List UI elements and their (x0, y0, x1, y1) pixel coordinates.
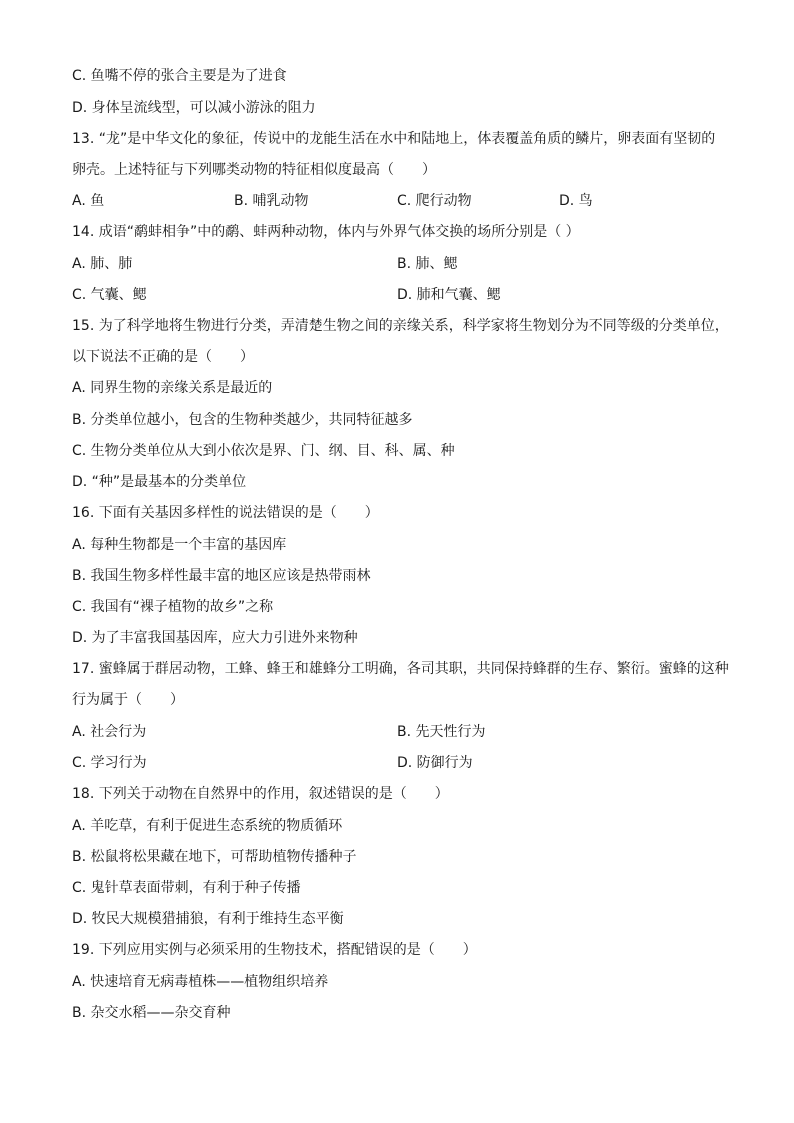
q18-option-a: A. 羊吃草，有利于促进生态系统的物质循环 (72, 818, 343, 834)
q13-option-d: D. 鸟 (559, 193, 593, 209)
q15-option-c: C. 生物分类单位从大到小依次是界、门、纲、目、科、属、种 (72, 443, 455, 459)
q17-option-b: B. 先天性行为 (397, 724, 486, 740)
q17-stem-line2: 行为属于（ ） (72, 692, 184, 708)
q14-option-b: B. 肺、鳃 (397, 256, 458, 272)
q18-option-b: B. 松鼠将松果藏在地下，可帮助植物传播种子 (72, 849, 357, 865)
q18-option-c: C. 鬼针草表面带刺，有利于种子传播 (72, 880, 301, 896)
q14-option-a: A. 肺、肺 (72, 256, 133, 272)
q17-options-row1 (72, 723, 732, 741)
q14-option-c: C. 气囊、鳃 (72, 287, 147, 303)
q14-stem: 14. 成语“鹬蚌相争”中的鹬、蚌两种动物，体内与外界气体交换的场所分别是（ ） (72, 224, 580, 240)
q14-options-row1 (72, 255, 732, 273)
q15-stem-line2: 以下说法不正确的是（ ） (72, 349, 254, 365)
q16-option-b: B. 我国生物多样性最丰富的地区应该是热带雨林 (72, 568, 371, 584)
q19-stem: 19. 下列应用实例与必须采用的生物技术，搭配错误的是（ ） (72, 942, 477, 958)
q16-stem: 16. 下面有关基因多样性的说法错误的是（ ） (72, 505, 379, 521)
q19-option-b: B. 杂交水稻——杂交育种 (72, 1005, 231, 1021)
q17-option-c: C. 学习行为 (72, 755, 147, 771)
q13-option-c: C. 爬行动物 (397, 193, 472, 209)
q15-option-d: D. “种”是最基本的分类单位 (72, 474, 247, 490)
q13-stem-line1: 13. “龙”是中华文化的象征，传说中的龙能生活在水中和陆地上，体表覆盖角质的鳞片，卵表面有坚韧的 (72, 131, 716, 147)
q16-option-c: C. 我国有“裸子植物的故乡”之称 (72, 599, 274, 615)
q17-option-a: A. 社会行为 (72, 724, 147, 740)
q17-options-row2 (72, 754, 732, 772)
q13-options (72, 192, 732, 210)
q16-option-d: D. 为了丰富我国基因库，应大力引进外来物种 (72, 630, 358, 646)
q18-stem: 18. 下列关于动物在自然界中的作用，叙述错误的是（ ） (72, 786, 449, 802)
q16-option-a: A. 每种生物都是一个丰富的基因库 (72, 537, 287, 553)
q17-option-d: D. 防御行为 (397, 755, 473, 771)
q14-options-row2 (72, 286, 732, 304)
q13-stem-line2: 卵壳。上述特征与下列哪类动物的特征相似度最高（ ） (72, 162, 436, 178)
q12-option-c: C. 鱼嘴不停的张合主要是为了进食 (72, 68, 287, 84)
q17-stem-line1: 17. 蜜蜂属于群居动物，工蜂、蜂王和雄蜂分工明确，各司其职，共同保持蜂群的生存、繁衍。蜜蜂的这种 (72, 661, 729, 677)
q15-option-b: B. 分类单位越小，包含的生物种类越少，共同特征越多 (72, 412, 413, 428)
q15-stem-line1: 15. 为了科学地将生物进行分类，弄清楚生物之间的亲缘关系，科学家将生物划分为不同等级的分类单位， (72, 318, 729, 334)
q13-option-a: A. 鱼 (72, 193, 105, 209)
q18-option-d: D. 牧民大规模猎捕狼，有利于维持生态平衡 (72, 911, 344, 927)
q15-option-a: A. 同界生物的亲缘关系是最近的 (72, 380, 273, 396)
q12-option-d: D. 身体呈流线型，可以减小游泳的阻力 (72, 100, 316, 116)
q14-option-d: D. 肺和气囊、鳃 (397, 287, 501, 303)
q19-option-a: A. 快速培育无病毒植株——植物组织培养 (72, 974, 329, 990)
q13-option-b: B. 哺乳动物 (234, 193, 309, 209)
